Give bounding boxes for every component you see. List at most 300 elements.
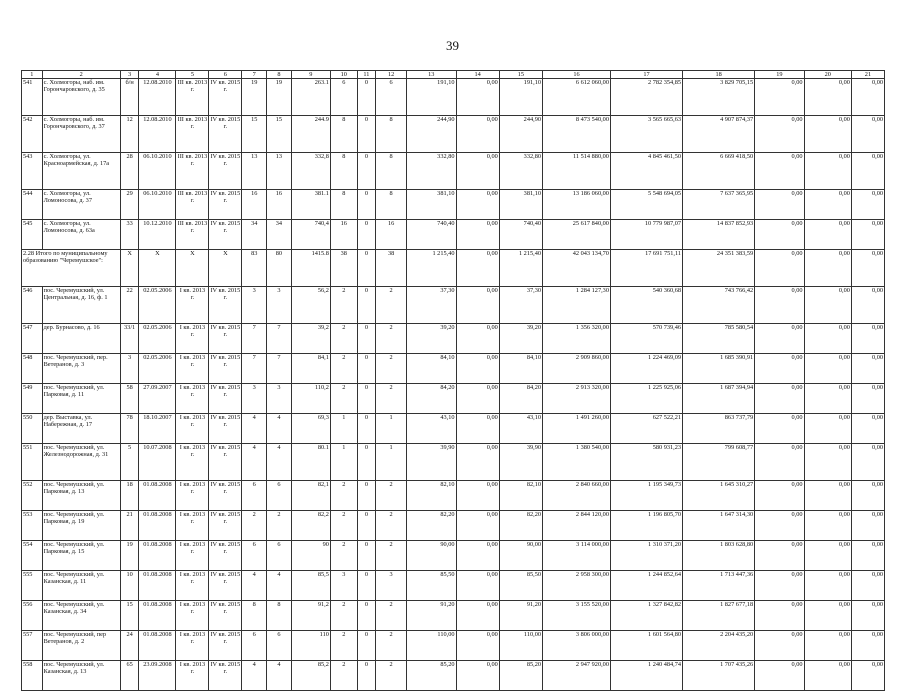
- table-cell-col-4: 02.05.2006: [139, 287, 176, 324]
- table-cell-col-6: IV кв. 2015 г.: [209, 116, 242, 153]
- table-cell-col-11: 0: [357, 631, 376, 661]
- table-cell-col-13: 39,20: [407, 324, 456, 354]
- table-cell-col-5: I кв. 2013 г.: [176, 571, 209, 601]
- table-cell-col-18: 4 907 874,37: [683, 116, 755, 153]
- table-cell-col-20: 0,00: [804, 511, 851, 541]
- table-cell-col-13: 90,00: [407, 541, 456, 571]
- table-cell-col-21: 0,00: [851, 414, 884, 444]
- table-cell-col-10: 16: [330, 220, 357, 250]
- table-cell-col-3: 65: [120, 661, 139, 691]
- table-cell-col-18: 1 713 447,36: [683, 571, 755, 601]
- table-cell-col-16: 2 947 920,00: [543, 661, 611, 691]
- table-cell-col-18: 743 766,42: [683, 287, 755, 324]
- column-number-row: [22, 71, 885, 79]
- table-cell-col-5: III кв. 2013 г.: [176, 116, 209, 153]
- table-cell-col-14: 0,00: [456, 661, 499, 691]
- table-cell-col-6: IV кв. 2015 г.: [209, 571, 242, 601]
- table-cell-col-5: I кв. 2013 г.: [176, 601, 209, 631]
- table-cell-col-12: 2: [376, 661, 407, 691]
- table-cell-col-21: 0,00: [851, 661, 884, 691]
- table-cell-col-14: 0,00: [456, 287, 499, 324]
- table-cell-col-20: 0,00: [804, 153, 851, 190]
- table-cell-col-15: 82,20: [499, 511, 542, 541]
- table-cell-col-2: пос. Черемушский, ул. Парковая, д. 11: [42, 384, 120, 414]
- table-row: [22, 571, 885, 601]
- table-cell-col-15: 84,10: [499, 354, 542, 384]
- column-number-cell: 7: [242, 71, 267, 79]
- table-cell-col-10: 2: [330, 324, 357, 354]
- table-cell-col-5: X: [176, 250, 209, 287]
- column-number-cell: 8: [267, 71, 292, 79]
- table-cell-col-14: 0,00: [456, 79, 499, 116]
- table-cell-col-2: дер. Выставка, ул. Набережная, д. 17: [42, 414, 120, 444]
- table-cell-col-5: I кв. 2013 г.: [176, 414, 209, 444]
- table-cell-col-21: 0,00: [851, 324, 884, 354]
- table-cell-col-12: 16: [376, 220, 407, 250]
- table-cell-col-15: 90,00: [499, 541, 542, 571]
- table-cell-col-6: IV кв. 2015 г.: [209, 444, 242, 481]
- table-cell-col-11: 0: [357, 190, 376, 220]
- table-row: [22, 354, 885, 384]
- table-cell-col-7: 3: [242, 287, 267, 324]
- table-cell-col-20: 0,00: [804, 190, 851, 220]
- table-cell-col-7: 16: [242, 190, 267, 220]
- table-cell-col-21: 0,00: [851, 287, 884, 324]
- table-cell-col-12: 2: [376, 481, 407, 511]
- table-cell-col-4: 18.10.2007: [139, 414, 176, 444]
- table-row: [22, 481, 885, 511]
- table-cell-col-14: 0,00: [456, 384, 499, 414]
- table-cell-col-6: IV кв. 2015 г.: [209, 661, 242, 691]
- table-cell-col-19: 0,00: [755, 190, 804, 220]
- table-row: [22, 601, 885, 631]
- table-cell-col-12: 2: [376, 324, 407, 354]
- table-cell-col-12: 2: [376, 287, 407, 324]
- table-cell-col-1: 548: [22, 354, 43, 384]
- table-cell-col-16: 2 909 860,00: [543, 354, 611, 384]
- table-cell-col-16: 8 473 540,00: [543, 116, 611, 153]
- table-cell-col-11: 0: [357, 116, 376, 153]
- table-cell-col-17: 1 310 371,20: [610, 541, 682, 571]
- table-cell-col-13: 110,00: [407, 631, 456, 661]
- table-cell-col-7: 83: [242, 250, 267, 287]
- table-cell-col-17: 580 931,23: [610, 444, 682, 481]
- table-cell-col-9: 85,5: [291, 571, 330, 601]
- table-cell-col-10: 2: [330, 481, 357, 511]
- table-cell-col-7: 13: [242, 153, 267, 190]
- table-cell-col-4: 01.08.2008: [139, 631, 176, 661]
- table-cell-col-1: 558: [22, 661, 43, 691]
- table-cell-col-3: 5: [120, 444, 139, 481]
- table-cell-col-21: 0,00: [851, 511, 884, 541]
- table-cell-col-9: 740,4: [291, 220, 330, 250]
- table-cell-col-11: 0: [357, 481, 376, 511]
- table-cell-col-21: 0,00: [851, 190, 884, 220]
- column-number-cell: 2: [42, 71, 120, 79]
- table-cell-col-14: 0,00: [456, 324, 499, 354]
- table-cell-col-11: 0: [357, 571, 376, 601]
- table-cell-col-3: 19: [120, 541, 139, 571]
- table-cell-col-16: 11 514 880,00: [543, 153, 611, 190]
- table-cell-col-19: 0,00: [755, 250, 804, 287]
- table-cell-col-10: 2: [330, 541, 357, 571]
- table-cell-col-8: 4: [267, 444, 292, 481]
- column-number-cell: 12: [376, 71, 407, 79]
- page-number: 39: [446, 38, 459, 53]
- table-cell-col-13: 332,80: [407, 153, 456, 190]
- table-cell-col-17: 10 779 987,07: [610, 220, 682, 250]
- table-cell-col-12: 8: [376, 116, 407, 153]
- table-cell-col-20: 0,00: [804, 541, 851, 571]
- table-cell-col-10: 2: [330, 511, 357, 541]
- table-row: [22, 661, 885, 691]
- table-cell-col-7: 15: [242, 116, 267, 153]
- table-cell-col-18: 799 608,77: [683, 444, 755, 481]
- table-cell-col-20: 0,00: [804, 384, 851, 414]
- table-cell-col-9: 110: [291, 631, 330, 661]
- table-cell-col-15: 37,30: [499, 287, 542, 324]
- table-cell-col-21: 0,00: [851, 631, 884, 661]
- table-cell-col-6: IV кв. 2015 г.: [209, 190, 242, 220]
- table-cell-col-21: 0,00: [851, 444, 884, 481]
- table-row: [22, 190, 885, 220]
- table-cell-col-8: 2: [267, 511, 292, 541]
- table-cell-col-3: 15: [120, 601, 139, 631]
- table-cell-col-4: 06.10.2010: [139, 153, 176, 190]
- table-cell-col-18: 3 829 705,15: [683, 79, 755, 116]
- table-cell-col-2: пос. Черемушский, ул. Казанская, д. 34: [42, 601, 120, 631]
- table-cell-col-7: 4: [242, 444, 267, 481]
- table-cell-col-14: 0,00: [456, 153, 499, 190]
- table-cell-col-19: 0,00: [755, 601, 804, 631]
- table-cell-col-16: 3 155 520,00: [543, 601, 611, 631]
- column-number-cell: 13: [407, 71, 456, 79]
- table-cell-col-21: 0,00: [851, 541, 884, 571]
- table-cell-col-9: 84,1: [291, 354, 330, 384]
- table-cell-col-11: 0: [357, 79, 376, 116]
- column-number-cell: 4: [139, 71, 176, 79]
- table-cell-col-7: 7: [242, 354, 267, 384]
- table-cell-col-14: 0,00: [456, 541, 499, 571]
- table-cell-col-5: III кв. 2013 г.: [176, 153, 209, 190]
- table-cell-col-15: 39,20: [499, 324, 542, 354]
- table-cell-col-2: с. Холмогоры, наб. им. Горончаровского, д. 37: [42, 116, 120, 153]
- table-cell-col-5: III кв. 2013 г.: [176, 190, 209, 220]
- table-cell-col-10: 2: [330, 661, 357, 691]
- table-cell-col-17: 1 196 805,70: [610, 511, 682, 541]
- table-cell-col-15: 85,20: [499, 661, 542, 691]
- table-cell-col-4: 01.08.2008: [139, 541, 176, 571]
- table-cell-col-1: 546: [22, 287, 43, 324]
- table-cell-col-21: 0,00: [851, 250, 884, 287]
- table-cell-col-10: 38: [330, 250, 357, 287]
- table-cell-col-10: 8: [330, 190, 357, 220]
- table-row: [22, 384, 885, 414]
- table-cell-col-15: 39,90: [499, 444, 542, 481]
- table-cell-col-19: 0,00: [755, 511, 804, 541]
- table-cell-col-20: 0,00: [804, 220, 851, 250]
- table-cell-col-17: 570 739,46: [610, 324, 682, 354]
- table-cell-col-20: 0,00: [804, 631, 851, 661]
- column-number-cell: 20: [804, 71, 851, 79]
- table-cell-col-8: 3: [267, 384, 292, 414]
- table-row: [22, 116, 885, 153]
- table-cell-col-7: 4: [242, 414, 267, 444]
- table-cell-col-17: 627 522,21: [610, 414, 682, 444]
- table-cell-col-4: 02.05.2006: [139, 324, 176, 354]
- table-cell-col-6: IV кв. 2015 г.: [209, 220, 242, 250]
- table-cell-col-8: 6: [267, 541, 292, 571]
- table-cell-col-20: 0,00: [804, 250, 851, 287]
- table-cell-col-19: 0,00: [755, 384, 804, 414]
- table-cell-col-7: 4: [242, 661, 267, 691]
- table-cell-col-21: 0,00: [851, 153, 884, 190]
- table-cell-col-15: 43,10: [499, 414, 542, 444]
- table-cell-col-5: I кв. 2013 г.: [176, 287, 209, 324]
- table-cell-col-4: 01.08.2008: [139, 511, 176, 541]
- table-cell-col-2: пос. Черемушский, пер. Ветеранов, д. 3: [42, 354, 120, 384]
- table-cell-col-14: 0,00: [456, 631, 499, 661]
- table-cell-col-5: I кв. 2013 г.: [176, 324, 209, 354]
- table-cell-col-11: 0: [357, 153, 376, 190]
- table-cell-col-18: 7 637 365,95: [683, 190, 755, 220]
- table-cell-col-15: 332,80: [499, 153, 542, 190]
- table-cell-col-17: 1 224 469,09: [610, 354, 682, 384]
- table-cell-col-9: 90: [291, 541, 330, 571]
- table-cell-col-14: 0,00: [456, 571, 499, 601]
- table-cell-col-16: 1 491 260,00: [543, 414, 611, 444]
- table-cell-col-14: 0,00: [456, 511, 499, 541]
- table-cell-col-17: 1 601 564,80: [610, 631, 682, 661]
- table-cell-col-8: 13: [267, 153, 292, 190]
- table-cell-col-3: 12: [120, 116, 139, 153]
- table-cell-col-1: 542: [22, 116, 43, 153]
- column-number-cell: 1: [22, 71, 43, 79]
- table-cell-col-6: IV кв. 2015 г.: [209, 511, 242, 541]
- table-cell-col-18: 24 351 383,59: [683, 250, 755, 287]
- table-cell-col-11: 0: [357, 287, 376, 324]
- table-cell-col-8: 4: [267, 571, 292, 601]
- table-row: [22, 631, 885, 661]
- table-cell-col-21: 0,00: [851, 384, 884, 414]
- table-cell-col-15: 84,20: [499, 384, 542, 414]
- table-cell-col-6: IV кв. 2015 г.: [209, 153, 242, 190]
- table-cell-col-11: 0: [357, 661, 376, 691]
- table-cell-col-18: 1 645 310,27: [683, 481, 755, 511]
- table-cell-col-10: 2: [330, 601, 357, 631]
- table-cell-col-19: 0,00: [755, 354, 804, 384]
- table-cell-col-2: пос. Черемушский, ул. Казанская, д. 13: [42, 661, 120, 691]
- table-cell-col-19: 0,00: [755, 79, 804, 116]
- table-cell-col-12: 2: [376, 384, 407, 414]
- table-cell-col-12: 2: [376, 601, 407, 631]
- table-cell-col-3: 33: [120, 220, 139, 250]
- table-cell-col-7: 3: [242, 384, 267, 414]
- table-cell-col-17: 17 691 751,11: [610, 250, 682, 287]
- table-cell-col-8: 80: [267, 250, 292, 287]
- table-cell-col-17: 1 244 852,64: [610, 571, 682, 601]
- table-cell-col-6: IV кв. 2015 г.: [209, 354, 242, 384]
- table-cell-col-4: 12.08.2010: [139, 79, 176, 116]
- table-cell-col-12: 3: [376, 571, 407, 601]
- table-cell-col-9: 110,2: [291, 384, 330, 414]
- table-cell-col-19: 0,00: [755, 324, 804, 354]
- table-cell-col-9: 332,8: [291, 153, 330, 190]
- table-cell-col-16: 1 284 127,30: [543, 287, 611, 324]
- table-cell-col-5: I кв. 2013 г.: [176, 541, 209, 571]
- table-cell-col-3: 33/1: [120, 324, 139, 354]
- table-cell-col-9: 1415.8: [291, 250, 330, 287]
- table-cell-col-17: 1 195 349,73: [610, 481, 682, 511]
- table-cell-col-3: 24: [120, 631, 139, 661]
- table-cell-col-1: 554: [22, 541, 43, 571]
- table-row: [22, 511, 885, 541]
- table-cell-col-13: 84,20: [407, 384, 456, 414]
- table-cell-col-14: 0,00: [456, 444, 499, 481]
- table-cell-col-7: 2: [242, 511, 267, 541]
- table-cell-col-4: 12.08.2010: [139, 116, 176, 153]
- table-cell-col-14: 0,00: [456, 116, 499, 153]
- table-cell-col-20: 0,00: [804, 601, 851, 631]
- table-cell-col-20: 0,00: [804, 79, 851, 116]
- table-cell-col-17: 5 548 694,05: [610, 190, 682, 220]
- table-cell-col-11: 0: [357, 541, 376, 571]
- table-cell-col-7: 4: [242, 571, 267, 601]
- table-cell-col-6: IV кв. 2015 г.: [209, 79, 242, 116]
- table-cell-col-6: IV кв. 2015 г.: [209, 287, 242, 324]
- table-row: [22, 541, 885, 571]
- table-cell-col-17: 1 240 484,74: [610, 661, 682, 691]
- table-cell-col-12: 2: [376, 354, 407, 384]
- table-cell-col-4: 01.08.2008: [139, 481, 176, 511]
- table-cell-col-1: 543: [22, 153, 43, 190]
- table-cell-col-3: X: [120, 250, 139, 287]
- table-cell-col-19: 0,00: [755, 631, 804, 661]
- table-cell-col-5: III кв. 2013 г.: [176, 220, 209, 250]
- table-cell-col-2: пос. Черемушский, ул. Парковая, д. 19: [42, 511, 120, 541]
- table-cell-col-3: 21: [120, 511, 139, 541]
- table-cell-col-13: 740,40: [407, 220, 456, 250]
- table-cell-col-11: 0: [357, 384, 376, 414]
- table-cell-col-3: 3: [120, 354, 139, 384]
- table-cell-col-12: 1: [376, 414, 407, 444]
- table-cell-col-4: 06.10.2010: [139, 190, 176, 220]
- table-cell-col-18: 1 647 314,30: [683, 511, 755, 541]
- table-cell-col-21: 0,00: [851, 354, 884, 384]
- table-cell-col-12: 8: [376, 190, 407, 220]
- table-cell-col-11: 0: [357, 601, 376, 631]
- table-cell-col-20: 0,00: [804, 481, 851, 511]
- table-cell-col-12: 2: [376, 541, 407, 571]
- table-cell-col-16: 2 958 300,00: [543, 571, 611, 601]
- column-number-cell: 17: [610, 71, 682, 79]
- table-cell-col-1: 545: [22, 220, 43, 250]
- table-cell-col-5: I кв. 2013 г.: [176, 481, 209, 511]
- table-cell-col-6: IV кв. 2015 г.: [209, 541, 242, 571]
- register-table-container: [21, 70, 885, 691]
- table-cell-col-19: 0,00: [755, 481, 804, 511]
- table-cell-col-17: 4 845 461,50: [610, 153, 682, 190]
- table-cell-col-8: 6: [267, 481, 292, 511]
- table-cell-col-11: 0: [357, 250, 376, 287]
- column-number-cell: 19: [755, 71, 804, 79]
- table-cell-col-10: 8: [330, 116, 357, 153]
- table-cell-col-6: IV кв. 2015 г.: [209, 631, 242, 661]
- table-cell-col-5: I кв. 2013 г.: [176, 444, 209, 481]
- table-cell-col-17: 1 327 842,82: [610, 601, 682, 631]
- table-cell-col-2: с. Холмогоры, наб. им. Горончаровского, д. 35: [42, 79, 120, 116]
- table-cell-col-3: 58: [120, 384, 139, 414]
- table-cell-col-11: 0: [357, 220, 376, 250]
- table-cell-col-8: 34: [267, 220, 292, 250]
- table-cell-col-7: 7: [242, 324, 267, 354]
- table-cell-col-20: 0,00: [804, 354, 851, 384]
- table-cell-col-20: 0,00: [804, 571, 851, 601]
- table-cell-col-16: 6 612 060,00: [543, 79, 611, 116]
- table-cell-col-18: 1 827 677,18: [683, 601, 755, 631]
- table-cell-col-6: IV кв. 2015 г.: [209, 384, 242, 414]
- table-cell-col-20: 0,00: [804, 414, 851, 444]
- table-cell-col-20: 0,00: [804, 116, 851, 153]
- table-cell-col-21: 0,00: [851, 79, 884, 116]
- column-number-cell: 16: [543, 71, 611, 79]
- table-cell-col-13: 91,20: [407, 601, 456, 631]
- table-cell-col-6: IV кв. 2015 г.: [209, 481, 242, 511]
- table-cell-col-15: 1 215,40: [499, 250, 542, 287]
- table-cell-col-13: 191,10: [407, 79, 456, 116]
- table-cell-col-3: 10: [120, 571, 139, 601]
- table-cell-col-10: 1: [330, 444, 357, 481]
- table-cell-col-12: 2: [376, 511, 407, 541]
- column-number-cell: 15: [499, 71, 542, 79]
- table-cell-col-1: 556: [22, 601, 43, 631]
- table-cell-col-3: 18: [120, 481, 139, 511]
- table-cell-col-4: 23.09.2008: [139, 661, 176, 691]
- table-cell-col-20: 0,00: [804, 324, 851, 354]
- table-cell-col-4: 02.05.2006: [139, 354, 176, 384]
- table-cell-col-1: 544: [22, 190, 43, 220]
- column-number-cell: 11: [357, 71, 376, 79]
- column-number-cell: 18: [683, 71, 755, 79]
- column-number-cell: 5: [176, 71, 209, 79]
- table-cell-col-17: 3 565 665,63: [610, 116, 682, 153]
- table-cell-col-6: IV кв. 2015 г.: [209, 601, 242, 631]
- table-cell-col-8: 6: [267, 631, 292, 661]
- table-cell-col-2: с. Холмогоры, ул. Ломоносова, д. 63а: [42, 220, 120, 250]
- table-cell-col-7: 34: [242, 220, 267, 250]
- table-cell-col-14: 0,00: [456, 481, 499, 511]
- table-cell-col-19: 0,00: [755, 116, 804, 153]
- table-cell-col-18: 1 803 628,80: [683, 541, 755, 571]
- table-cell-col-9: 82,1: [291, 481, 330, 511]
- table-cell-col-12: 1: [376, 444, 407, 481]
- table-cell-col-21: 0,00: [851, 220, 884, 250]
- column-number-cell: 3: [120, 71, 139, 79]
- table-cell-col-2: пос. Черемушский, ул. Парковая, д. 13: [42, 481, 120, 511]
- table-cell-col-4: X: [139, 250, 176, 287]
- table-cell-col-20: 0,00: [804, 287, 851, 324]
- table-cell-col-8: 3: [267, 287, 292, 324]
- table-cell-col-9: 39,2: [291, 324, 330, 354]
- table-cell-col-18: 1 707 435,26: [683, 661, 755, 691]
- table-cell-col-18: 1 687 394,94: [683, 384, 755, 414]
- table-cell-col-21: 0,00: [851, 481, 884, 511]
- table-cell-col-1: 557: [22, 631, 43, 661]
- column-number-cell: 14: [456, 71, 499, 79]
- table-cell-col-9: 263.1: [291, 79, 330, 116]
- table-cell-col-10: 6: [330, 79, 357, 116]
- table-cell-col-8: 4: [267, 661, 292, 691]
